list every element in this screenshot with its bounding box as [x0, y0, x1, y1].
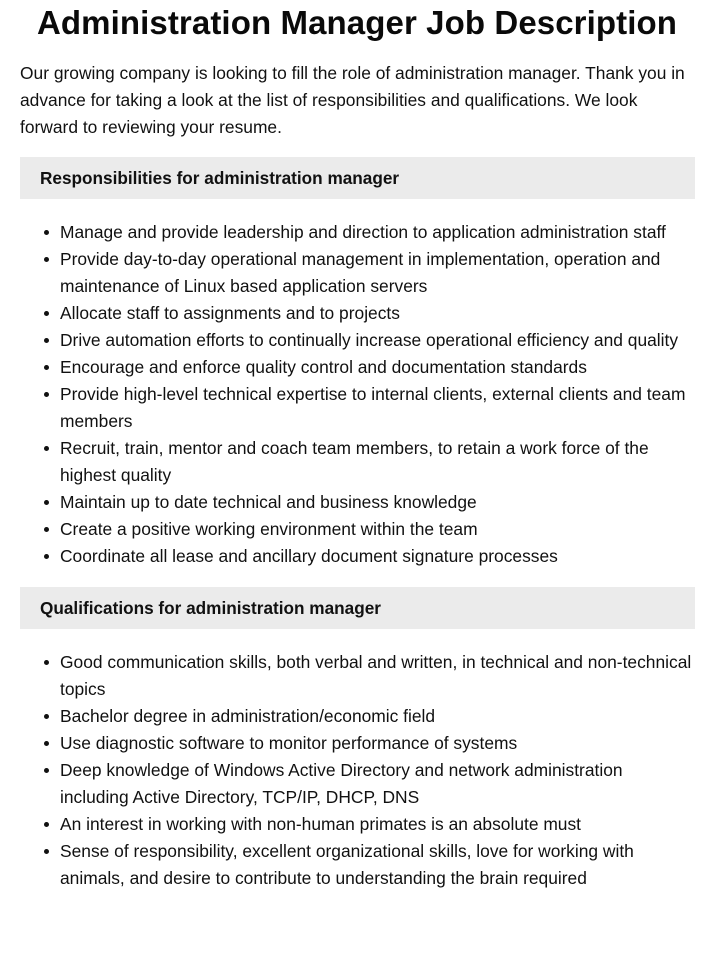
list-item: Deep knowledge of Windows Active Directory and network administration including Active Directory, TCP/IP, DHCP, DNS [60, 757, 694, 811]
responsibilities-list [20, 219, 694, 570]
list-item: Manage and provide leadership and direction to application administration staff [60, 219, 694, 246]
list-item: Encourage and enforce quality control and documentation standards [60, 354, 694, 381]
responsibilities-heading: Responsibilities for administration manager [20, 157, 695, 199]
list-item: Recruit, train, mentor and coach team members, to retain a work force of the highest quality [60, 435, 694, 489]
list-item: An interest in working with non-human primates is an absolute must [60, 811, 694, 838]
list-item: Allocate staff to assignments and to projects [60, 300, 694, 327]
list-item: Sense of responsibility, excellent organizational skills, love for working with animals, and desire to contribute to understanding the brain required [60, 838, 694, 892]
list-item: Drive automation efforts to continually increase operational efficiency and quality [60, 327, 694, 354]
page-title: Administration Manager Job Description [36, 4, 678, 41]
list-item: Provide day-to-day operational management in implementation, operation and maintenance of Linux based application servers [60, 246, 694, 300]
list-item: Create a positive working environment within the team [60, 516, 694, 543]
list-item: Coordinate all lease and ancillary document signature processes [60, 543, 694, 570]
intro-paragraph: Our growing company is looking to fill the role of administration manager. Thank you in advance for taking a look at the list of responsibilities and qualifications. We look forward to reviewing your resume. [20, 63, 685, 137]
list-item: Maintain up to date technical and business knowledge [60, 489, 694, 516]
list-item: Good communication skills, both verbal and written, in technical and non-technical topics [60, 649, 694, 703]
qualifications-list [20, 649, 694, 892]
list-item: Provide high-level technical expertise to internal clients, external clients and team members [60, 381, 694, 435]
qualifications-heading: Qualifications for administration manager [20, 587, 695, 629]
list-item: Bachelor degree in administration/economic field [60, 703, 694, 730]
list-item: Use diagnostic software to monitor performance of systems [60, 730, 694, 757]
